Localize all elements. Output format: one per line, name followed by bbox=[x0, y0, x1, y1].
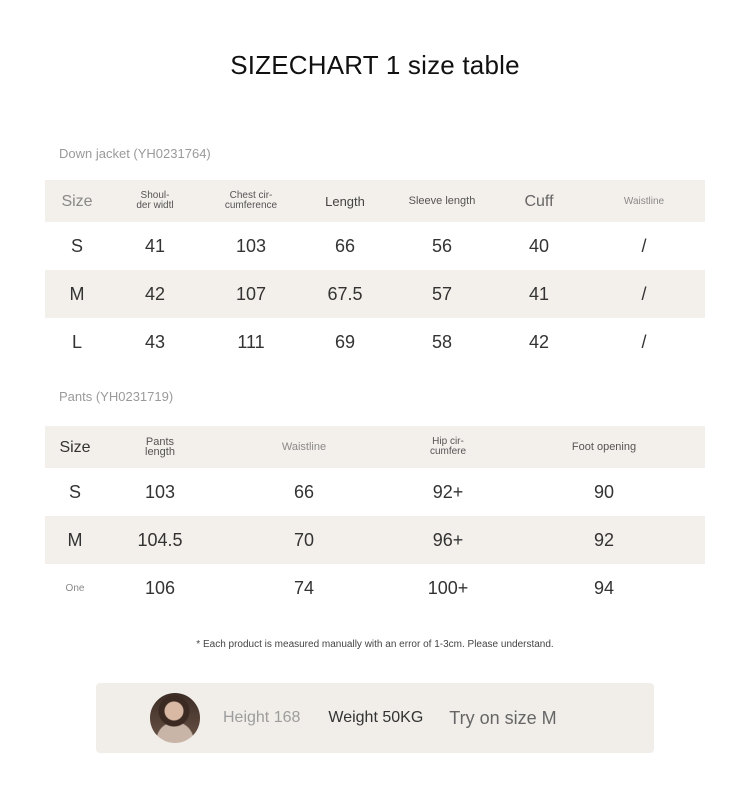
cell: 40 bbox=[528, 235, 550, 256]
pants-size-table bbox=[45, 426, 705, 612]
cell: 103 bbox=[144, 481, 176, 502]
header-waistline: Waistline bbox=[623, 195, 665, 207]
cell: / bbox=[641, 235, 647, 256]
model-info-box bbox=[96, 683, 654, 753]
cell: 67.5 bbox=[327, 283, 363, 304]
header-size: Size bbox=[61, 192, 93, 210]
cell: 107 bbox=[235, 283, 267, 304]
header-foot-opening: Foot opening bbox=[571, 440, 637, 453]
cell: M bbox=[67, 529, 83, 550]
table-row bbox=[45, 564, 705, 612]
header-sleeve-length: Sleeve length bbox=[408, 194, 476, 207]
cell: 66 bbox=[334, 235, 356, 256]
cell: 43 bbox=[144, 331, 166, 352]
cell: 41 bbox=[528, 283, 550, 304]
cell: 92+ bbox=[432, 481, 464, 502]
cell: 66 bbox=[293, 481, 315, 502]
model-weight: Weight 50KG bbox=[328, 709, 424, 726]
measurement-note: * Each product is measured manually with an error of 1-3cm. Please understand. bbox=[196, 639, 554, 650]
cell: 42 bbox=[528, 331, 550, 352]
table-row bbox=[45, 270, 705, 318]
table-header-row bbox=[45, 426, 705, 468]
cell: M bbox=[69, 283, 85, 304]
cell: 96+ bbox=[432, 529, 464, 550]
cell: S bbox=[70, 235, 83, 256]
cell: 57 bbox=[431, 283, 453, 304]
cell: 42 bbox=[144, 283, 166, 304]
cell: 100+ bbox=[427, 577, 469, 598]
jacket-section-label: Down jacket (YH0231764) bbox=[59, 146, 211, 161]
cell: 106 bbox=[144, 577, 176, 598]
cell: / bbox=[641, 283, 647, 304]
model-try-on-size: Try on size M bbox=[449, 707, 557, 728]
jacket-size-table bbox=[45, 180, 705, 366]
avatar bbox=[150, 693, 200, 743]
cell: 90 bbox=[593, 481, 615, 502]
table-row bbox=[45, 516, 705, 564]
header-size: Size bbox=[59, 438, 91, 456]
cell: One bbox=[65, 582, 85, 594]
page-title: SIZECHART 1 size table bbox=[230, 50, 520, 80]
header-shoulder-width: Shoul- der widtl bbox=[136, 190, 174, 211]
cell: 74 bbox=[293, 577, 315, 598]
cell: 94 bbox=[593, 577, 615, 598]
header-length: Length bbox=[325, 193, 365, 209]
cell: 41 bbox=[144, 235, 166, 256]
cell: 104.5 bbox=[137, 529, 183, 550]
table-row bbox=[45, 222, 705, 270]
header-cuff: Cuff bbox=[524, 192, 554, 210]
header-hip-circumference: Hip cir- cumfere bbox=[429, 436, 467, 457]
header-waistline: Waistline bbox=[281, 440, 327, 453]
cell: L bbox=[71, 331, 82, 352]
cell: 92 bbox=[593, 529, 615, 550]
cell: / bbox=[641, 331, 647, 352]
model-height: Height 168 bbox=[223, 709, 301, 726]
table-row bbox=[45, 318, 705, 366]
cell: 103 bbox=[235, 235, 267, 256]
cell: 69 bbox=[334, 331, 356, 352]
cell: 111 bbox=[237, 331, 265, 352]
table-row bbox=[45, 468, 705, 516]
pants-section-label: Pants (YH0231719) bbox=[59, 389, 174, 404]
table-header-row bbox=[45, 180, 705, 222]
cell: 58 bbox=[431, 331, 453, 352]
cell: 56 bbox=[431, 235, 453, 256]
header-pants-length: Pants length bbox=[145, 436, 175, 458]
cell: 70 bbox=[293, 529, 315, 550]
header-chest-circumference: Chest cir- cumference bbox=[224, 190, 278, 211]
cell: S bbox=[68, 481, 81, 502]
